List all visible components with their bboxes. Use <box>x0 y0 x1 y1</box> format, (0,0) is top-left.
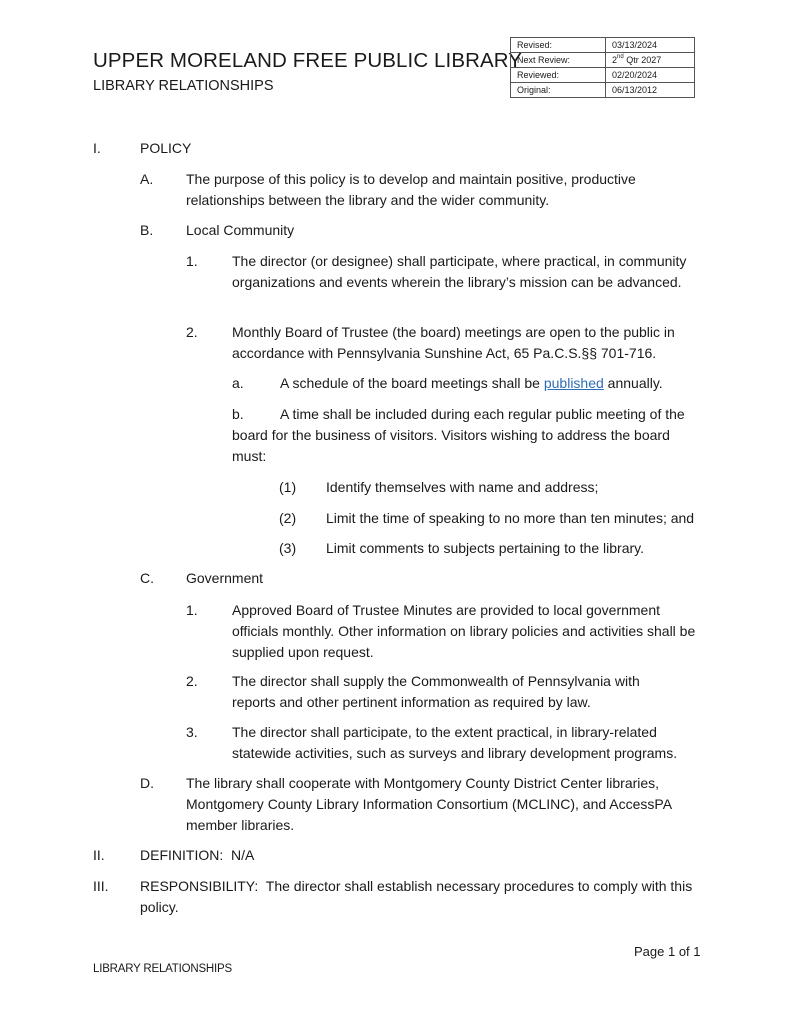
next-review-period: Qtr 2027 <box>623 55 662 65</box>
revised-row <box>511 38 695 53</box>
government-item-marker-2: 2. <box>186 673 198 689</box>
page-number: Page 1 of 1 <box>634 944 701 959</box>
original-row <box>511 83 695 98</box>
policy-purpose-text: The purpose of this policy is to develop and maintain positive, productive relationships between the library and the wider community. <box>186 171 636 208</box>
reviewed-value: 02/20/2024 <box>606 68 695 83</box>
visitors-text <box>232 404 702 467</box>
section-heading-policy: POLICY <box>140 140 192 156</box>
local-community-heading: Local Community <box>186 222 295 238</box>
schedule-text <box>280 373 700 394</box>
government-heading: Government <box>186 570 264 586</box>
next-review-ordinal-suffix: nd <box>617 54 624 60</box>
section-marker-responsibility: III. <box>93 878 109 894</box>
visitors-text-body: A time shall be included during each regular public meeting of the board for the business of visitors. Visitors wishing to address the board must: <box>232 406 685 464</box>
item-marker-b: B. <box>140 222 154 238</box>
reviewed-label: Reviewed: <box>511 68 606 83</box>
requirement-marker-1: (1) <box>279 479 297 495</box>
requirement-marker-3: (3) <box>279 540 297 556</box>
government-item-3-text: The director shall participate, to the extent practical, in library-related statewide activities, such as surveys and library development programs. <box>232 724 678 761</box>
original-value: 06/13/2012 <box>606 83 695 98</box>
original-label: Original: <box>511 83 606 98</box>
government-item-2-text: The director shall supply the Commonwealth of Pennsylvania with reports and other pertinent information as required by law. <box>232 673 640 710</box>
schedule-text-after: annually. <box>603 375 663 391</box>
section-marker-policy: I. <box>93 140 101 156</box>
government-item-marker-3: 3. <box>186 724 198 740</box>
revision-table <box>510 37 695 98</box>
requirement-text-1: Identify themselves with name and address; <box>326 479 599 495</box>
next-review-ordinal: 2 <box>612 55 618 65</box>
requirement-text-3: Limit comments to subjects pertaining to the library. <box>326 540 644 556</box>
next-review-value <box>606 53 695 68</box>
organization-title: UPPER MORELAND FREE PUBLIC LIBRARY <box>93 49 523 72</box>
government-item-marker-1: 1. <box>186 602 198 618</box>
reviewed-row <box>511 68 695 83</box>
local-item-marker-2: 2. <box>186 324 198 340</box>
footer-document-title: LIBRARY RELATIONSHIPS <box>93 963 232 975</box>
item-marker-d: D. <box>140 775 154 791</box>
definition-text: DEFINITION: N/A <box>140 847 255 863</box>
published-link[interactable]: published <box>543 375 604 391</box>
subitem-marker-a: a. <box>232 375 244 391</box>
cooperation-text: The library shall cooperate with Montgomery County District Center libraries, Montgomery County Library Information Consortium (MCLINC), and AccessPA member libraries. <box>186 775 672 833</box>
subitem-marker-b: b. <box>232 406 244 422</box>
government-item-1-text: Approved Board of Trustee Minutes are provided to local government officials monthly. Other information on library policies and activities shall be supplied upon request. <box>232 602 696 660</box>
schedule-text-before: A schedule of the board meetings shall be <box>280 375 544 391</box>
local-item-2-text: Monthly Board of Trustee (the board) meetings are open to the public in accordance with Pennsylvania Sunshine Act, 65 Pa.C.S.§§ 701-716. <box>232 324 675 361</box>
next-review-label: Next Review: <box>511 53 606 68</box>
requirement-marker-2: (2) <box>279 510 297 526</box>
next-review-row <box>511 53 695 68</box>
local-item-1-text: The director (or designee) shall participate, where practical, in community organizations and events wherein the library’s mission can be advanced. <box>232 253 687 290</box>
item-marker-c: C. <box>140 570 154 586</box>
revised-label: Revised: <box>511 38 606 53</box>
local-item-marker-1: 1. <box>186 253 198 269</box>
item-marker-a: A. <box>140 171 154 187</box>
requirement-text-2: Limit the time of speaking to no more than ten minutes; and <box>326 510 695 526</box>
revised-value: 03/13/2024 <box>606 38 695 53</box>
document-title: LIBRARY RELATIONSHIPS <box>93 78 274 94</box>
responsibility-text: RESPONSIBILITY: The director shall establish necessary procedures to comply with this policy. <box>140 878 697 915</box>
section-marker-definition: II. <box>93 847 105 863</box>
